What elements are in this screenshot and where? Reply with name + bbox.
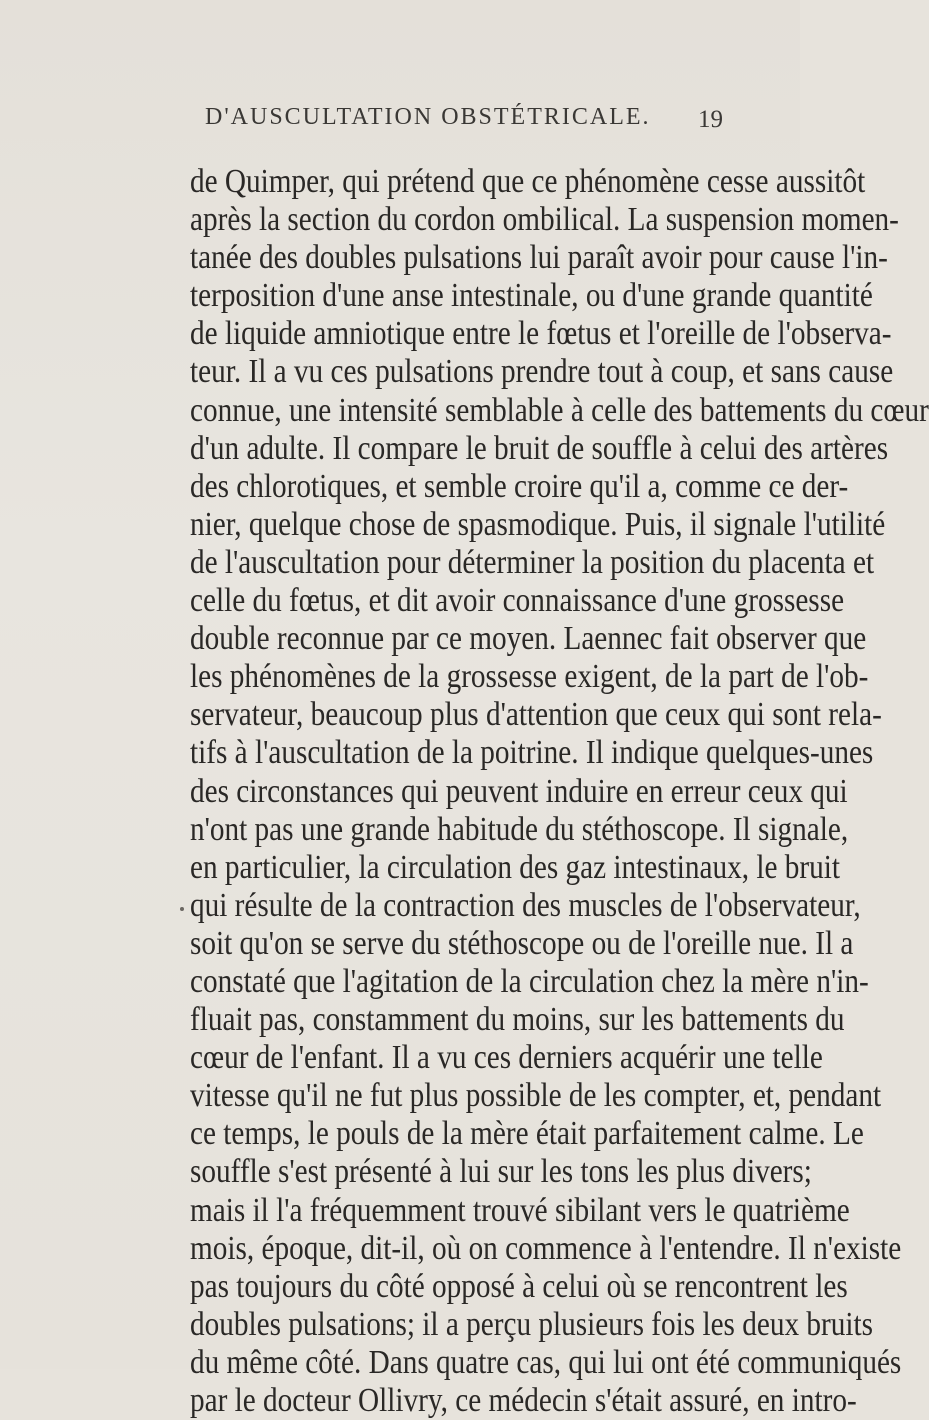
text-line: tifs à l'auscultation de la poitrine. Il indique quelques-unes	[190, 734, 874, 772]
text-line: terposition d'une anse intestinale, ou d'une grande quantité	[190, 277, 873, 315]
body-text	[190, 163, 929, 1420]
text-line: des circonstances qui peuvent induire en erreur ceux qui	[190, 772, 848, 810]
text-line: en particulier, la circulation des gaz intestinaux, le bruit	[190, 848, 840, 886]
text-line: vitesse qu'il ne fut plus possible de les compter, et, pendant	[190, 1077, 882, 1115]
text-line: après la section du cordon ombilical. La suspension momen-	[190, 201, 899, 239]
text-line: double reconnue par ce moyen. Laennec fait observer que	[190, 620, 867, 658]
text-line: du même côté. Dans quatre cas, qui lui ont été communiqués	[190, 1343, 902, 1381]
text-line: n'ont pas une grande habitude du stéthoscope. Il signale,	[190, 810, 849, 848]
text-line: soit qu'on se serve du stéthoscope ou de l'oreille nue. Il a	[190, 924, 854, 962]
page-number: 19	[698, 106, 723, 133]
text-line: mais il l'a fréquemment trouvé sibilant vers le quatrième	[190, 1191, 850, 1229]
text-line: mois, époque, dit-il, où on commence à l'entendre. Il n'existe	[190, 1229, 902, 1267]
text-line: constaté que l'agitation de la circulation chez la mère n'in-	[190, 962, 869, 1000]
text-line: cœur de l'enfant. Il a vu ces derniers acquérir une telle	[190, 1039, 823, 1077]
page-header	[0, 96, 800, 136]
text-line: par le docteur Ollivry, ce médecin s'était assuré, en intro-	[190, 1382, 857, 1419]
text-line: qui résulte de la contraction des muscles de l'observateur,	[190, 886, 861, 924]
running-title: D'AUSCULTATION OBSTÉTRICALE.	[205, 104, 651, 130]
text-line: d'un adulte. Il compare le bruit de souffle à celui des artères	[190, 429, 889, 467]
text-line: des chlorotiques, et semble croire qu'il a, comme ce der-	[190, 467, 849, 505]
text-line: nier, quelque chose de spasmodique. Puis, il signale l'utilité	[190, 505, 886, 543]
text-line: teur. Il a vu ces pulsations prendre tout à coup, et sans cause	[190, 353, 894, 391]
text-line: servateur, beaucoup plus d'attention que ceux qui sont rela-	[190, 696, 882, 734]
text-line: doubles pulsations; il a perçu plusieurs fois les deux bruits	[190, 1305, 873, 1343]
text-line: de Quimper, qui prétend que ce phénomène cesse aussitôt	[190, 163, 866, 200]
ink-speck	[180, 907, 184, 911]
text-line: ce temps, le pouls de la mère était parfaitement calme. Le	[190, 1115, 864, 1153]
text-line: de l'auscultation pour déterminer la position du placenta et	[190, 543, 875, 581]
text-line: fluait pas, constamment du moins, sur les battements du	[190, 1001, 845, 1039]
text-line: pas toujours du côté opposé à celui où se rencontrent les	[190, 1267, 848, 1305]
text-line: souffle s'est présenté à lui sur les tons les plus divers;	[190, 1153, 812, 1191]
text-line: tanée des doubles pulsations lui paraît avoir pour cause l'in-	[190, 239, 888, 277]
text-line: de liquide amniotique entre le fœtus et l'oreille de l'observa-	[190, 315, 892, 353]
text-line: les phénomènes de la grossesse exigent, de la part de l'ob-	[190, 658, 869, 696]
text-line: celle du fœtus, et dit avoir connaissance d'une grossesse	[190, 582, 845, 620]
text-line: connue, une intensité semblable à celle des battements du cœur	[190, 391, 929, 429]
